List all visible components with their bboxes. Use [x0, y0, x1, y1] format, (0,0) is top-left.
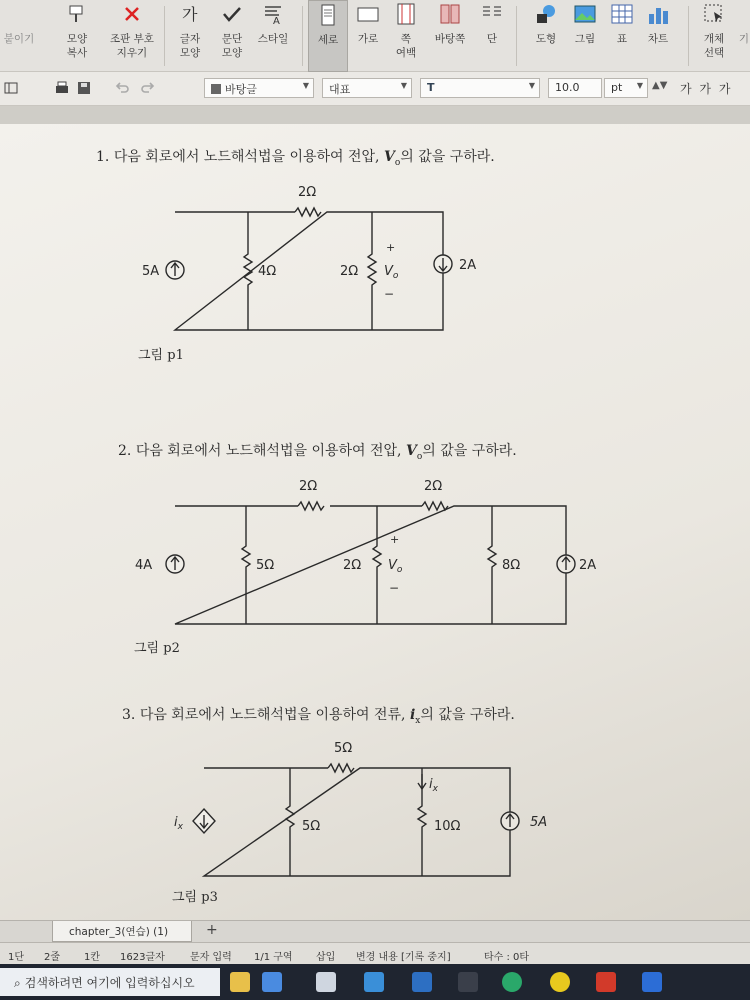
status-chars: 1623글자	[120, 952, 165, 963]
p1-label-src-left: 5A	[142, 264, 160, 279]
ribbon-clear-marks-button[interactable]: 조판 부호 지우기	[104, 0, 160, 72]
p1-r1	[244, 212, 252, 330]
widgets-icon[interactable]	[230, 972, 250, 992]
p2-r3	[488, 506, 496, 624]
shape-icon	[534, 2, 558, 26]
p2-label-r-top2: 2Ω	[424, 479, 443, 494]
p1-current-source-left	[166, 261, 184, 279]
p1-label-vo: $V_o$	[384, 264, 399, 281]
style-icon	[261, 2, 285, 26]
status-section: 1/1 구역	[254, 952, 293, 963]
p2-r1	[242, 506, 250, 624]
redo-icon[interactable]	[140, 80, 156, 96]
ribbon-select-object-button[interactable]: 개체 선택	[694, 0, 734, 72]
p2-label-r2: 2Ω	[343, 558, 362, 573]
p2-r2	[373, 506, 381, 624]
p2-label-r-top1: 2Ω	[299, 479, 318, 494]
ribbon-columns-button[interactable]: 단	[474, 0, 510, 72]
document-tabs	[0, 920, 750, 942]
taskbar-search-input[interactable]: ⌕ 검색하려면 여기에 입력하십시오	[0, 968, 220, 996]
p2-label-r1: 5Ω	[256, 558, 275, 573]
style-icon-small	[211, 84, 221, 94]
p1-label-r1: 4Ω	[258, 264, 277, 279]
status-insert-mode[interactable]: 삽입	[316, 952, 336, 963]
edge-icon[interactable]	[364, 972, 384, 992]
p3-label-r1: 5Ω	[302, 819, 321, 834]
char-shape-icon	[178, 2, 202, 26]
problem-2-text: 2. 다음 회로에서 노드해석법을 이용하여 전압, $V_o$의 값을 구하라.	[118, 443, 517, 462]
format-painter-icon	[65, 2, 89, 26]
p2-r-top1	[298, 502, 324, 510]
ribbon-paste-button[interactable]: 붙이기	[0, 0, 38, 72]
clear-marks-icon	[120, 2, 144, 26]
p1-r-top	[295, 208, 321, 216]
status-col: 1칸	[84, 952, 101, 963]
chart-icon	[646, 2, 670, 26]
circuit-p1	[166, 208, 575, 876]
master-page-icon	[438, 2, 462, 26]
p2-label-vo: $V_o$	[388, 558, 403, 575]
p2-label-plus: +	[390, 533, 400, 546]
figure-caption-p1: 그림 p1	[138, 348, 184, 363]
p2-current-source-right	[557, 555, 575, 573]
ribbon-margin-button[interactable]: 쪽 여백	[386, 0, 426, 72]
status-line: 2줄	[44, 952, 61, 963]
ribbon-landscape-button[interactable]: 가로	[350, 0, 386, 72]
save-icon[interactable]	[76, 80, 92, 96]
p1-r2	[368, 212, 376, 330]
ribbon-char-shape-button[interactable]: 가 글자 모양	[170, 0, 210, 72]
p3-wires	[204, 768, 510, 876]
document-page[interactable]	[0, 124, 750, 920]
ribbon-picture-button[interactable]: 그림	[566, 0, 604, 72]
p2-current-source-left	[166, 555, 184, 573]
figure-caption-p2: 그림 p2	[134, 641, 180, 656]
p2-r-top2	[422, 502, 448, 510]
format-bar	[0, 72, 750, 106]
p3-dependent-source	[193, 809, 215, 833]
p3-label-dep-src: $i_x$	[174, 815, 183, 832]
style-select[interactable]: 바탕글 ▼	[204, 78, 314, 98]
p2-label-minus: −	[389, 581, 400, 595]
mail-icon[interactable]	[412, 972, 432, 992]
p3-label-r2: 10Ω	[434, 819, 461, 834]
p3-label-ix: $i_x$	[429, 777, 438, 794]
p1-wires	[175, 212, 443, 330]
font-size-input[interactable]: 10.0	[548, 78, 602, 98]
chevron-down-icon: ▼	[302, 81, 309, 90]
table-icon	[610, 2, 634, 26]
ribbon-format-painter-button[interactable]: 모양 복사	[54, 0, 100, 72]
paste-icon	[7, 2, 31, 26]
figure-caption-p3: 그림 p3	[172, 890, 218, 905]
margin-icon	[394, 2, 418, 26]
p1-label-plus: +	[386, 241, 396, 254]
spin-icon[interactable]: ▲▼	[652, 80, 668, 91]
ribbon-style-button[interactable]: A 스타일	[252, 0, 294, 72]
circuit-diagrams	[0, 124, 750, 920]
columns-icon	[480, 2, 504, 26]
para-shape-icon	[220, 2, 244, 26]
p1-label-minus: −	[384, 287, 395, 301]
p3-current-source-right	[501, 812, 519, 830]
problem-3-text: 3. 다음 회로에서 노드해석법을 이용하여 전류, $i_x$의 값을 구하라.	[122, 707, 515, 726]
p3-r-top	[328, 764, 354, 772]
chevron-down-icon: ▼	[636, 81, 643, 90]
store-icon[interactable]	[458, 972, 478, 992]
office-icon[interactable]	[596, 972, 616, 992]
picture-icon	[573, 2, 597, 26]
chevron-down-icon: ▼	[400, 81, 407, 90]
layout-icon[interactable]	[4, 80, 20, 96]
landscape-icon	[356, 2, 380, 26]
chrome-icon[interactable]	[502, 972, 522, 992]
p3-r1	[286, 768, 294, 876]
svg-text:A: A	[273, 16, 280, 26]
undo-icon[interactable]	[114, 80, 130, 96]
ribbon-portrait-button[interactable]: 세로	[308, 0, 348, 72]
status-bar	[0, 942, 750, 964]
os-taskbar	[0, 964, 750, 1000]
size-unit-select[interactable]: pt ▼	[604, 78, 648, 98]
ribbon-shape-button[interactable]: 도형	[526, 0, 566, 72]
tab-chapter-3[interactable]: chapter_3(연습) (1)	[52, 921, 192, 942]
portrait-icon	[316, 3, 340, 27]
hwp-icon[interactable]	[642, 972, 662, 992]
ribbon-table-button[interactable]: 표	[606, 0, 638, 72]
text-style-buttons[interactable]: 가 가 가	[680, 82, 733, 96]
kakaotalk-icon[interactable]	[550, 972, 570, 992]
toolbar-ribbon	[0, 0, 750, 72]
status-typing-speed: 타수 : 0타	[484, 952, 530, 963]
p1-current-source-right	[434, 255, 452, 273]
p2-label-src-left: 4A	[135, 558, 153, 573]
add-tab-icon[interactable]: +	[206, 922, 218, 938]
ribbon-master-page-button[interactable]: 바탕쪽	[430, 0, 470, 72]
p3-ix-arrow	[418, 774, 426, 789]
status-column: 1단	[8, 952, 25, 963]
truetype-icon: T	[427, 81, 435, 94]
status-input-mode[interactable]: 문자 입력	[190, 952, 232, 963]
p1-label-src-right: 2A	[459, 258, 477, 273]
problem-1-text: 1. 다음 회로에서 노드해석법을 이용하여 전압, $V_o$의 값을 구하라.	[96, 149, 495, 168]
ribbon-cut-item[interactable]: 기	[738, 0, 750, 72]
ribbon-chart-button[interactable]: 차트	[640, 0, 676, 72]
task-view-icon[interactable]	[316, 972, 336, 992]
font-language-select[interactable]: 대표 ▼	[322, 78, 412, 98]
search-icon: ⌕	[14, 976, 21, 990]
p3-label-r-top: 5Ω	[334, 741, 353, 756]
p1-label-r2: 2Ω	[340, 264, 359, 279]
font-name-select[interactable]	[420, 78, 540, 98]
cut-icon	[738, 2, 750, 26]
ruler-gutter	[0, 106, 750, 124]
ribbon-para-shape-button[interactable]: 문단 모양	[212, 0, 252, 72]
status-track-changes[interactable]: 변경 내용 [기록 중지]	[356, 952, 451, 963]
chat-icon[interactable]	[262, 972, 282, 992]
print-icon[interactable]	[54, 80, 70, 96]
svg-text:가: 가	[182, 5, 198, 24]
p2-label-r3: 8Ω	[502, 558, 521, 573]
select-object-icon	[702, 2, 726, 26]
chevron-down-icon: ▼	[528, 81, 535, 90]
p3-label-src-right: 5A	[530, 815, 548, 830]
p1-label-r-top: 2Ω	[298, 185, 317, 200]
p2-label-src-right: 2A	[579, 558, 597, 573]
